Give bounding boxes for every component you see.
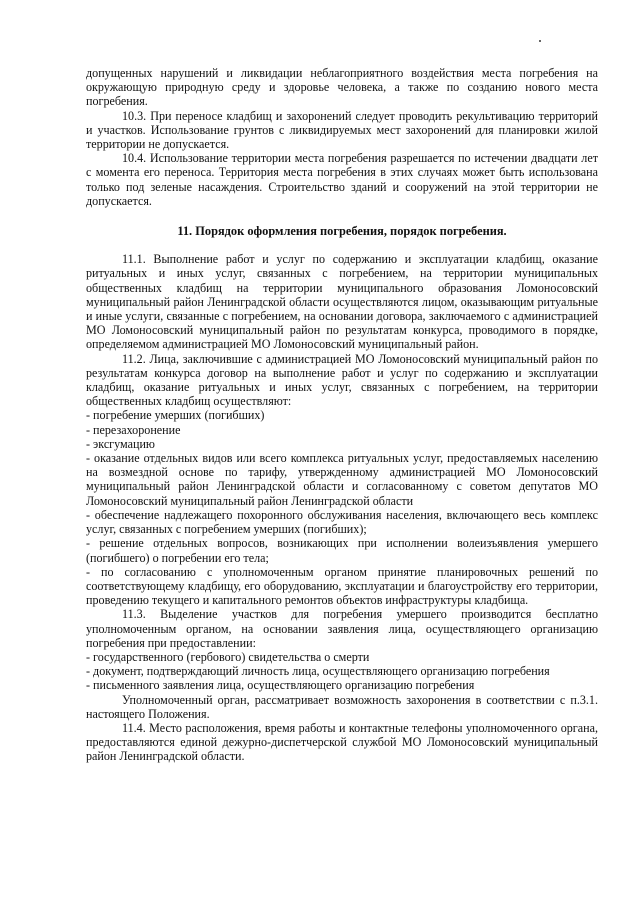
list-item: - государственного (гербового) свидетельства о смерти <box>86 649 370 664</box>
section-heading: 11. Порядок оформления погребения, порядок погребения. <box>177 224 507 239</box>
paragraph-10-4: 10.4. Использование территории места погребения разрешается по истечении двадцати лет с момента его переноса. Территория места погребения в этих случаях может быть использована только под зеленые насаждения. Строительство зданий и сооружений на этой территории не допускается. <box>86 151 598 208</box>
scan-speck <box>539 40 541 42</box>
list-item: - по согласованию с уполномоченным органом принятие планировочных решений по соответствующему кладбищу, его оборудованию, эксплуатации и благоустройству его территории, проведению текущего и капитального ремонтов объектов инфраструктуры кладбища. <box>86 564 598 608</box>
list-item: - перезахоронение <box>86 422 181 437</box>
list-item: - погребение умерших (погибших) <box>86 408 265 423</box>
paragraph-continuation: допущенных нарушений и ликвидации неблагоприятного воздействия места погребения на окружающую природную среду и здоровье человека, а также по созданию нового места погребения. <box>86 66 598 109</box>
paragraph-authority: Уполномоченный орган, рассматривает возможность захоронения в соответствии с п.3.1. настоящего Положения. <box>86 692 598 721</box>
paragraph-11-4: 11.4. Место расположения, время работы и контактные телефоны уполномоченного органа, предоставляются единой дежурно-диспетчерской службой МО Ломоносовский муниципальный район Ленинградской области. <box>86 720 598 764</box>
document-page <box>86 66 598 764</box>
paragraph-10-3: 10.3. При переносе кладбищ и захоронений следует проводить рекультивацию территорий и участков. Использование грунтов с ликвидируемых мест захоронений для планировки жилой территории не допускается. <box>86 108 598 152</box>
list-item: - обеспечение надлежащего похоронного обслуживания населения, включающего весь комплекс услуг, связанных с погребением умерших (погибших); <box>86 507 598 537</box>
list-item: - документ, подтверждающий личность лица, осуществляющего организацию погребения <box>86 664 550 679</box>
list-item: - письменного заявления лица, осуществляющего организацию погребения <box>86 678 475 693</box>
list-item: - решение отдельных вопросов, возникающих при исполнении волеизъявления умершего (погибшего) о погребении его тела; <box>86 536 598 565</box>
paragraph-11-1: 11.1. Выполнение работ и услуг по содержанию и эксплуатации кладбищ, оказание ритуальных и иных услуг, связанных с погребением, на территории муниципальных общественных кладбищ на территории муниципального образования Ломоносовский муниципальный район Ленинградской области осуществляются лицом, оказывающим ритуальные и иные услуги, связанные с погребением, на основании договора, заключаемого с администрацией МО Ломоносовский муниципальный район по результатам конкурса, проводимого в порядке, определяемом администрацией МО Ломоносовский муниципальный район. <box>86 252 598 352</box>
list-item: - эксгумацию <box>86 436 155 451</box>
paragraph-11-2: 11.2. Лица, заключившие с администрацией МО Ломоносовский муниципальный район по результатам конкурса договор на выполнение работ и услуг по содержанию и эксплуатации кладбищ, оказание ритуальных и иных услуг, связанных с погребением, на территории общественных кладбищ осуществляют: <box>86 351 598 409</box>
list-item: - оказание отдельных видов или всего комплекса ритуальных услуг, предоставляемых населению на возмездной основе по тарифу, утвержденному администрацией МО Ломоносовский муниципальный район Ленинградской области и согласованному с советом депутатов МО Ломоносовский муниципальный район Ленинградской области <box>86 451 598 508</box>
paragraph-11-3: 11.3. Выделение участков для погребения умершего производится бесплатно уполномоченным органом, на основании заявления лица, осуществляющего организацию погребения при предоставлении: <box>86 607 598 650</box>
